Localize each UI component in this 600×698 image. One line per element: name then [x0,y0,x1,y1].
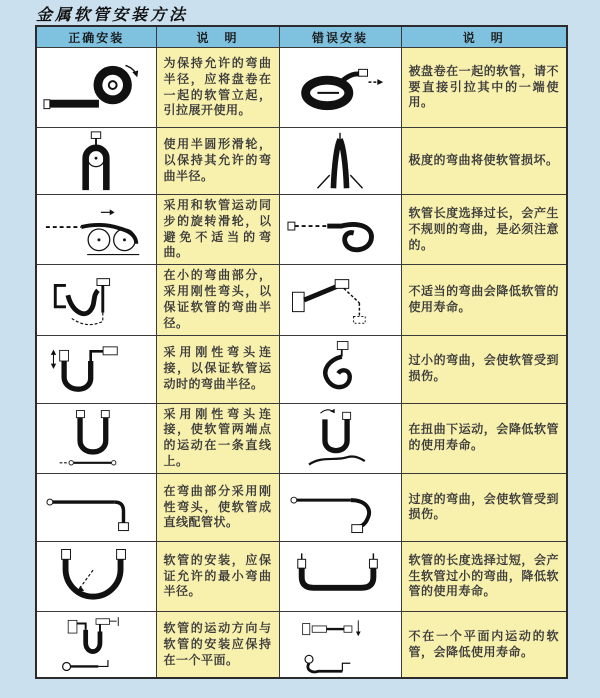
table-row [36,48,567,128]
planar-motion-icon [42,614,150,676]
wrong-note: 不适当的弯曲会降低软管的使用寿命。 [401,265,567,335]
wrong-note: 被盘卷在一起的软管，请不要直接引拉其中的一端使用。 [401,48,567,128]
correct-note: 软管的安装，应保证允许的最小弯曲半径。 [156,541,279,611]
header-correct-install: 正确安装 [36,26,156,48]
page-title: 金属软管安装方法 [36,5,189,24]
correct-image-cell [36,541,156,611]
narrow-u-inline-icon [42,407,150,469]
excessive-droop-icon [286,477,394,537]
table-header-row [36,26,567,48]
table-row [36,265,567,335]
correct-note: 为保持允许的弯曲半径，应将盘卷在一起的软管立起，引拉展开使用。 [156,48,279,128]
table-row [36,541,567,611]
correct-note: 在弯曲部分采用刚性弯头，使软管成直线配管状。 [156,473,279,541]
wrong-note: 过小的弯曲，会使软管受到损伤。 [401,335,567,403]
table-row [36,611,567,678]
rigid-elbow-u-loop-icon [42,338,150,400]
wrong-note: 软管长度选择过长，会产生不规则的弯曲，是必须注意的。 [401,195,567,265]
rotating-pulleys-icon [42,200,150,260]
wrong-image-cell [279,541,401,611]
table-row [36,335,567,403]
coiled-hose-unrolled-icon [42,55,150,121]
wrong-note: 在扭曲下运动，会降低软管的使用寿命。 [401,403,567,473]
correct-note: 采用刚性弯头连接，使软管两端点的运动在一条直线上。 [156,403,279,473]
small-bend-hook-icon [286,338,394,400]
wrong-image-cell [279,265,401,335]
correct-note: 软管的运动方向与软管的安装应保持在一个平面。 [156,611,279,678]
wrong-image-cell [279,48,401,128]
table-row [36,473,567,541]
header-note-left: 说 明 [156,26,279,48]
table-row [36,128,567,195]
correct-image-cell [36,265,156,335]
improper-bend-icon [286,268,394,332]
wrong-image-cell [279,403,401,473]
correct-image-cell [36,128,156,195]
irregular-loop-icon [286,200,394,260]
wrong-image-cell [279,195,401,265]
correct-note: 采用和软管运动同步的旋转滑轮，以避免不适当的弯曲。 [156,195,279,265]
correct-image-cell [36,611,156,678]
correct-image-cell [36,335,156,403]
table-row [36,195,567,265]
correct-note: 在小的弯曲部分，采用刚性弯头，以保证软管的弯曲半径。 [156,265,279,335]
wrong-image-cell [279,128,401,195]
wrong-image-cell [279,473,401,541]
sharp-bend-icon [286,130,394,192]
wrong-image-cell [279,611,401,678]
non-planar-motion-icon [286,614,394,676]
correct-note: 使用半圆形滑轮，以保持其允许的弯曲半径。 [156,128,279,195]
table-row [36,403,567,473]
wrong-note: 过度的弯曲，会使软管受到损伤。 [401,473,567,541]
wrong-note: 软管的长度选择过短，会产生软管过小的弯曲，降低软管的使用寿命。 [401,541,567,611]
wrong-note: 极度的弯曲将使软管损坏。 [401,128,567,195]
pulley-hose-icon [42,130,150,192]
wrong-image-cell [279,335,401,403]
straight-run-elbow-icon [42,477,150,537]
rigid-elbow-small-bend-icon [42,268,150,332]
hose-installation-table [35,25,568,679]
header-wrong-install: 错误安装 [279,26,401,48]
header-note-right: 说 明 [401,26,567,48]
minimum-radius-u-icon [42,544,150,608]
correct-image-cell [36,195,156,265]
twisted-u-icon [286,407,394,469]
correct-note: 采用刚性弯头连接，以保证软管运动时的弯曲半径。 [156,335,279,403]
wrong-note: 不在一个平面内运动的软管，会降低使用寿命。 [401,611,567,678]
correct-image-cell [36,473,156,541]
correct-image-cell [36,403,156,473]
correct-image-cell [36,48,156,128]
too-short-flat-u-icon [286,544,394,608]
coiled-hose-pulled-icon [286,55,394,121]
